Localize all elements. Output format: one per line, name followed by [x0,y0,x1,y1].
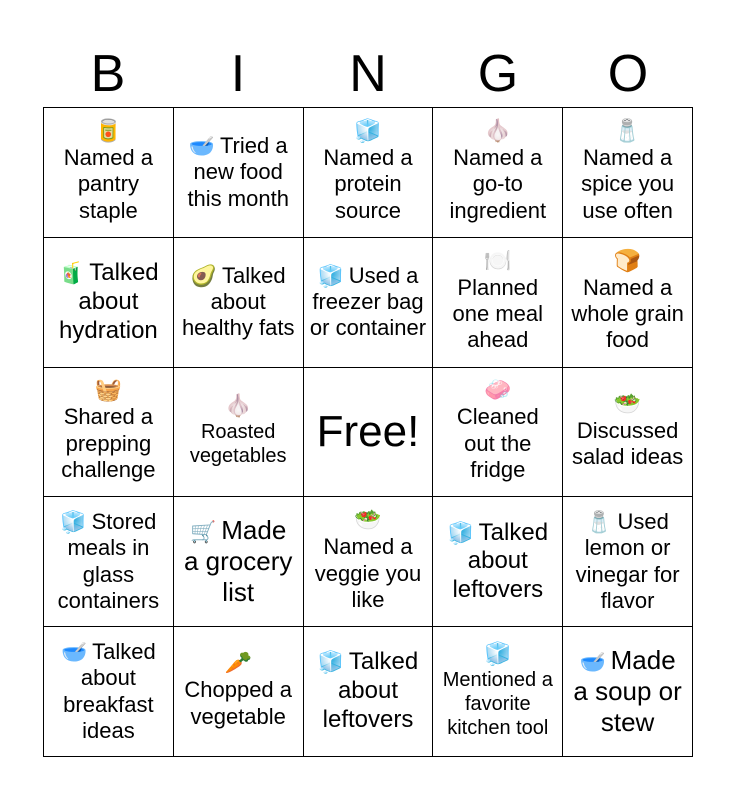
bingo-cell[interactable] [563,368,693,498]
bingo-cell[interactable] [174,238,304,368]
header-letter-b: B [90,45,126,103]
bingo-header [43,42,693,106]
cell-label: Made a soup or stew [573,644,682,738]
cell-label: Stored meals in glass containers [57,509,160,614]
bingo-board [43,107,693,757]
plate-icon: 🍽️ [484,248,512,274]
bingo-cell[interactable] [433,497,563,627]
cell-label: Named a veggie you like [314,534,422,612]
cell-content [50,259,167,345]
cell-label: Named a whole grain food [571,274,684,353]
avocado-icon: 🥑 [190,263,217,288]
cell-content [439,519,556,605]
cell-label: Shared a prepping challenge [61,404,156,483]
bingo-cell[interactable] [174,627,304,757]
ice-cube-icon: 🧊 [317,263,344,288]
bingo-cell[interactable] [174,368,304,498]
cell-label: Talked about leftovers [452,518,549,604]
bowl-icon: 🥣 [61,639,88,664]
bingo-cell[interactable] [433,108,563,238]
garlic-icon: 🧄 [484,118,512,144]
header-letter-g: G [477,45,519,103]
salad-icon: 🥗 [613,391,642,417]
cell-label: Used lemon or vinegar for flavor [575,509,680,614]
salt-shaker-icon: 🧂 [586,510,613,534]
bingo-cell[interactable] [304,238,434,368]
bowl-icon: 🥣 [579,649,606,674]
cell-label: Chopped a vegetable [184,677,293,729]
cell-content [180,653,297,730]
bread-icon: 🍞 [613,248,642,274]
cell-content [439,248,556,354]
cell-content [310,510,427,613]
cell-label: Talked about breakfast ideas [63,638,156,743]
cell-content [180,515,297,609]
cell-content [310,648,427,734]
ice-cube-icon: 🧊 [484,641,512,667]
bingo-cell[interactable] [304,497,434,627]
bingo-cell[interactable] [304,108,434,238]
bingo-cell[interactable] [563,238,693,368]
cell-content [180,133,297,212]
bingo-cell[interactable] [563,108,693,238]
cell-content [50,639,167,745]
cell-label: Mentioned a favorite kitchen tool [442,668,553,739]
bingo-cell[interactable] [44,627,174,757]
cell-label: Made a grocery list [184,515,293,608]
header-letter-n: N [349,45,387,103]
cell-content [569,248,686,354]
canned-food-icon: 🥫 [94,118,123,144]
bingo-free-space[interactable] [304,368,434,498]
bowl-icon: 🥣 [188,133,215,158]
juice-box-icon: 🧃 [58,261,85,285]
cell-content [569,645,686,739]
ice-cube-icon: 🧊 [317,650,344,675]
header-letter-i: I [230,45,246,103]
cell-content [180,263,297,342]
cell-content [439,641,556,740]
salt-shaker-icon: 🧂 [613,118,642,144]
cell-content [50,380,167,483]
bingo-cell[interactable] [433,238,563,368]
bingo-cell[interactable] [174,497,304,627]
bingo-cell[interactable] [563,497,693,627]
cell-content [310,406,427,459]
cell-label: Talked about hydration [59,259,159,344]
cell-label: Cleaned out the fridge [456,404,539,483]
cell-label: Named a protein source [323,144,413,223]
ice-cube-icon: 🧊 [447,520,474,545]
cell-label: Roasted vegetables [189,420,287,467]
cell-label: Named a spice you use often [581,144,675,223]
cell-label: Named a pantry staple [63,144,154,223]
bingo-cell[interactable] [44,368,174,498]
cell-content [569,509,686,615]
bingo-cell[interactable] [44,108,174,238]
free-space-label: Free! [316,406,420,456]
bingo-cell[interactable] [174,108,304,238]
cell-content [439,118,556,224]
bingo-cell[interactable] [433,627,563,757]
cell-content [310,263,427,342]
shopping-cart-icon: 🛒 [190,520,217,544]
bingo-cell[interactable] [563,627,693,757]
soap-icon: 🧼 [484,378,512,404]
bingo-cell[interactable] [304,627,434,757]
cell-label: Used a freezer bag or container [309,262,427,341]
cell-label: Tried a new food this month [187,132,289,211]
cell-label: Talked about leftovers [322,648,419,733]
cell-label: Discussed salad ideas [571,417,684,469]
cell-content [50,118,167,224]
cell-label: Planned one meal ahead [452,274,544,353]
header-letter-o: O [607,45,649,103]
salad-icon: 🥗 [354,508,382,534]
cell-content [310,118,427,224]
ice-cube-icon: 🧊 [60,510,87,534]
bingo-cell[interactable] [44,497,174,627]
garlic-icon: 🧄 [224,393,252,419]
cell-content [50,509,167,615]
basket-icon: 🧺 [94,378,123,404]
bingo-cell[interactable] [44,238,174,368]
ice-cube-icon: 🧊 [354,118,382,144]
cell-content [569,391,686,471]
cell-content [439,380,556,483]
carrot-icon: 🥕 [224,651,252,677]
cell-content [180,393,297,468]
cell-content [569,118,686,224]
cell-label: Named a go-to ingredient [449,144,547,223]
cell-label: Talked about healthy fats [181,262,295,341]
bingo-cell[interactable] [433,368,563,498]
